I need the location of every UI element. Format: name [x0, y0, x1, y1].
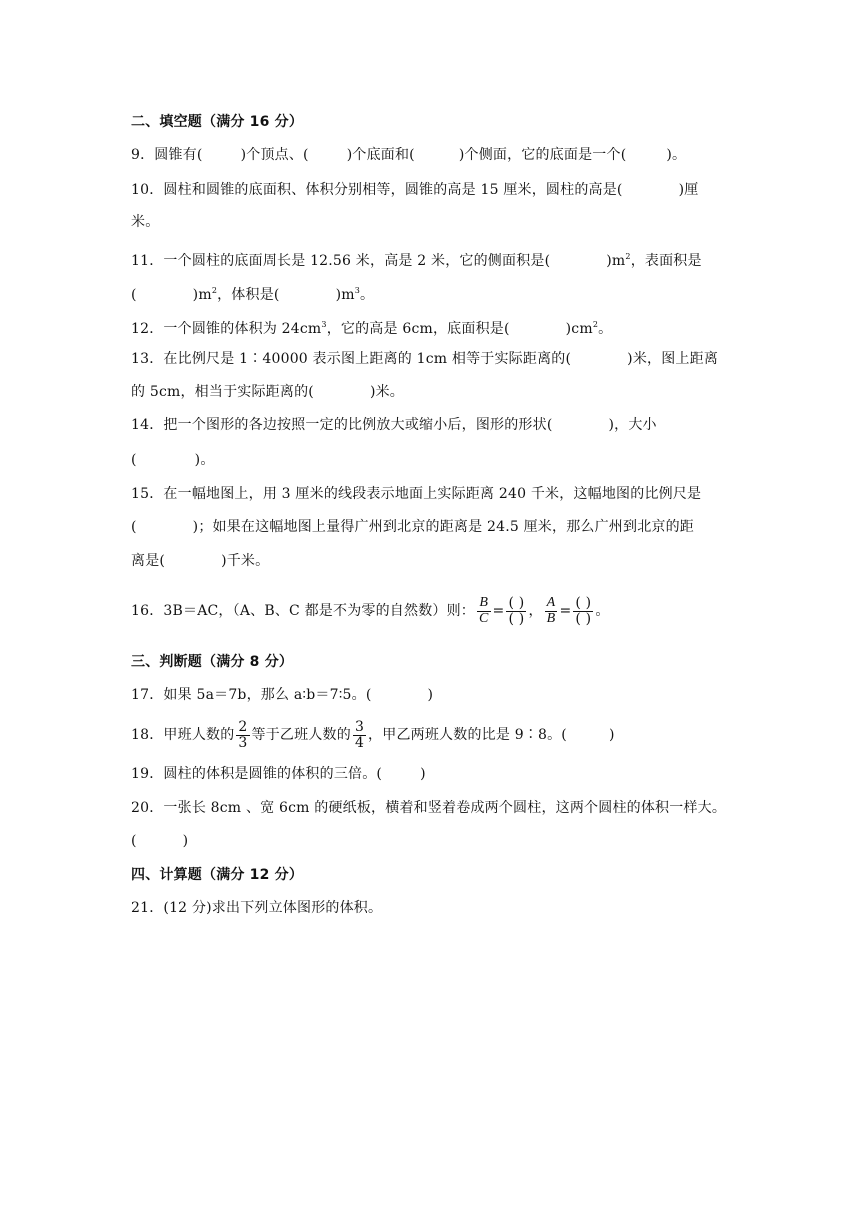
q19-text-a: 19．圆柱的体积是圆锥的体积的三倍。( — [131, 766, 383, 782]
question-13-line-2 — [131, 382, 404, 402]
q15-text-b: ( — [131, 519, 137, 535]
question-14-line-1 — [131, 415, 657, 435]
q16-frac1-numerator: B — [477, 596, 491, 612]
q15-text-d: 离是( — [131, 553, 166, 569]
question-15-line-3 — [131, 551, 269, 571]
q11-text-g: )m — [335, 287, 355, 303]
q19-text-b: ) — [420, 766, 426, 782]
q10-text-a: 10．圆柱和圆锥的底面积、体积分别相等，圆锥的高是 15 厘米，圆柱的高是( — [131, 182, 623, 198]
question-20-line-1: 20．一张长 8cm 、宽 6cm 的硬纸板，横着和竖着卷成两个圆柱，这两个圆柱的体积一样大。 — [131, 800, 727, 816]
question-11-line-1 — [131, 247, 702, 271]
q14-text-d: )。 — [194, 452, 215, 468]
q18-frac2-numerator: 3 — [354, 718, 365, 735]
question-18 — [131, 714, 615, 756]
q18-text-d: ) — [608, 727, 615, 743]
q20-text-b: ( — [131, 833, 137, 849]
q18-text-c: ，甲乙两班人数的比是 9∶8。( — [368, 727, 567, 743]
q16-answer1-denominator: ( ) — [508, 610, 525, 627]
q16-fraction-b-over-c — [477, 596, 491, 626]
question-15-line-1: 15．在一幅地图上，用 3 厘米的线段表示地面上实际距离 240 千米，这幅地图的比例尺是 — [131, 486, 702, 502]
q12-text-d: 。 — [598, 321, 613, 337]
question-16 — [131, 590, 610, 632]
q18-fraction-two-thirds — [236, 720, 249, 750]
q9-text-b: )个顶点、( — [240, 147, 309, 163]
q11-sup-e: 2 — [211, 286, 218, 295]
q9-text-a: 9．圆锥有( — [131, 147, 203, 163]
q16-end: 。 — [595, 603, 610, 619]
q15-text-e: )千米。 — [221, 553, 270, 569]
q18-frac2-denominator: 4 — [354, 734, 365, 751]
q13-text-d: )米。 — [369, 384, 404, 400]
q16-frac1-denominator: C — [479, 610, 489, 626]
q11-text-a: 11．一个圆柱的底面周长是 12.56 米，高是 2 米，它的侧面积是( — [131, 253, 551, 269]
question-13-line-1 — [131, 349, 718, 369]
q16-equals-1: = — [492, 603, 505, 619]
q16-frac2-numerator: A — [546, 594, 556, 610]
q16-equals-2: = — [559, 603, 572, 619]
q16-comma: ， — [528, 603, 543, 619]
q12-text-a: 12．一个圆锥的体积为 24cm — [131, 321, 322, 337]
q18-frac1-denominator: 3 — [238, 734, 248, 751]
q14-text-b: )，大小 — [608, 417, 657, 433]
q11-text-e: )m — [192, 287, 212, 303]
question-11-line-2 — [131, 281, 374, 305]
q20-text-c: ) — [182, 833, 189, 849]
q16-answer-fraction-1 — [506, 596, 526, 626]
question-19 — [131, 764, 426, 784]
section-heading-judgement: 三、判断题（满分 8 分） — [131, 654, 294, 670]
q9-text-c: )个底面和( — [346, 147, 415, 163]
q11-text-c: ，表面积是 — [630, 253, 702, 269]
q14-text-c: ( — [131, 452, 137, 468]
q11-sup-b: 2 — [625, 252, 631, 261]
q13-text-b: )米，图上距离 — [627, 351, 719, 367]
q16-answer2-numerator: ( ) — [575, 594, 592, 611]
question-12 — [131, 315, 612, 339]
question-17 — [131, 685, 433, 705]
q17-text-a: 17．如果 5a＝7b，那么 a∶b＝7∶5。( — [131, 687, 372, 703]
q15-text-c: )；如果在这幅地图上量得广州到北京的距离是 24.5 厘米，那么广州到北京的距 — [192, 519, 695, 535]
q11-sup-g: 3 — [354, 286, 361, 295]
q12-text-c: )cm — [565, 321, 593, 337]
section-heading-calculation: 四、计算题（满分 12 分） — [131, 867, 304, 883]
q16-frac2-denominator: B — [546, 610, 556, 626]
q16-answer-fraction-2 — [573, 596, 593, 626]
q16-answer1-numerator: ( ) — [508, 594, 525, 611]
q14-text-a: 14．把一个图形的各边按照一定的比例放大或缩小后，图形的形状( — [131, 417, 553, 433]
q12-sup-a: 3 — [321, 320, 327, 329]
q16-text-a: 16．3B＝AC，（A、B、C 都是不为零的自然数）则： — [131, 603, 475, 619]
question-10-line-2: 米。 — [131, 214, 160, 230]
q11-text-d: ( — [131, 287, 137, 303]
q18-text-a: 18．甲班人数的 — [131, 727, 235, 743]
question-14-line-2 — [131, 450, 215, 470]
section-heading-fill-in: 二、填空题（满分 16 分） — [131, 114, 304, 130]
question-9 — [131, 145, 686, 165]
q10-text-b: )厘 — [678, 182, 699, 198]
q11-text-b: )m — [606, 253, 626, 269]
question-15-line-2 — [131, 517, 694, 537]
q16-fraction-a-over-b — [545, 596, 558, 626]
q11-text-h: 。 — [360, 287, 375, 303]
q17-text-b: ) — [427, 687, 434, 703]
q9-text-d: )个侧面，它的底面是一个( — [458, 147, 627, 163]
q13-text-c: 的 5cm，相当于实际距离的( — [131, 384, 314, 400]
q11-text-f: ，体积是( — [217, 287, 280, 303]
question-20-line-2 — [131, 831, 188, 851]
q16-answer2-denominator: ( ) — [575, 610, 592, 627]
q9-text-e: )。 — [666, 147, 687, 163]
q13-text-a: 13．在比例尺是 1∶40000 表示图上距离的 1cm 相等于实际距离的( — [131, 351, 572, 367]
question-10-line-1 — [131, 180, 698, 200]
q18-frac1-numerator: 2 — [238, 718, 248, 735]
q18-text-b: 等于乙班人数的 — [251, 727, 351, 743]
q12-text-b: ，它的高是 6cm，底面积是( — [326, 321, 510, 337]
q12-sup-c: 2 — [592, 320, 599, 329]
question-21: 21．(12 分)求出下列立体图形的体积。 — [131, 900, 383, 916]
q18-fraction-three-quarters — [353, 720, 366, 750]
